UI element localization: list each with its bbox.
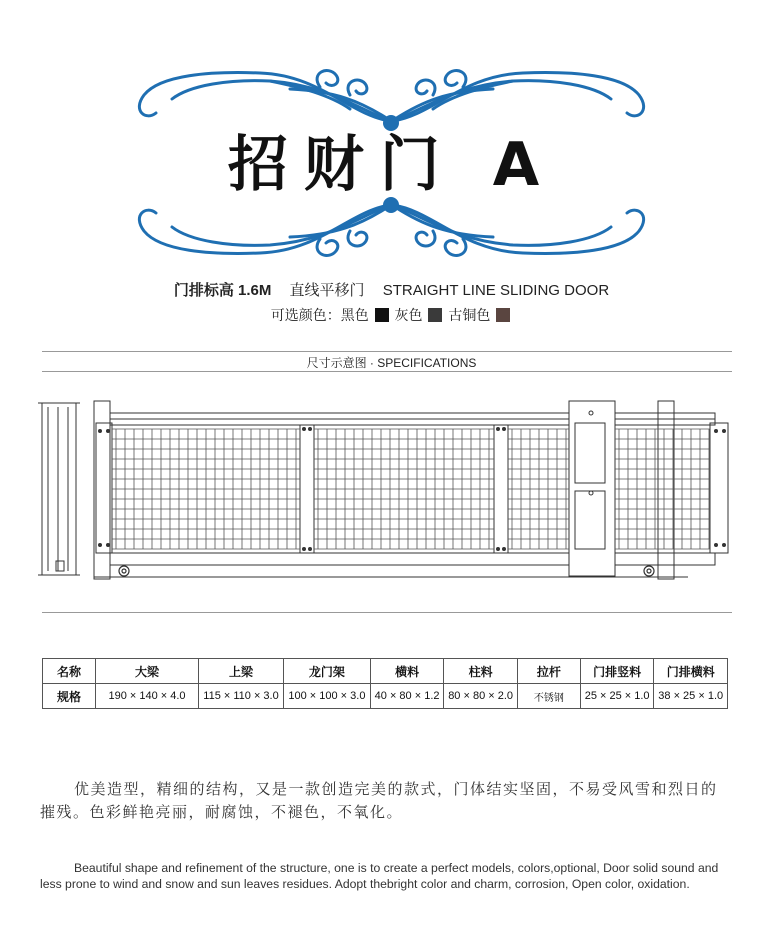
table-row (43, 684, 728, 709)
table-cell: 38 × 25 × 1.0 (654, 684, 728, 709)
gate-type-cn: 直线平移门 (289, 282, 365, 299)
table-cell: 拉杆 (517, 659, 580, 684)
color-name-black: 黑色 (340, 307, 369, 323)
table-cell: 规格 (43, 684, 96, 709)
table-cell: 名称 (43, 659, 96, 684)
table-cell: 40 × 80 × 1.2 (370, 684, 444, 709)
divider (42, 351, 732, 352)
color-swatch-bronze (496, 308, 510, 322)
table-cell: 80 × 80 × 2.0 (444, 684, 518, 709)
color-swatch-black (375, 308, 389, 322)
table-cell: 门排竖料 (580, 659, 654, 684)
specifications-title: 尺寸示意图 · SPECIFICATIONS (306, 356, 477, 370)
divider (42, 612, 732, 613)
product-subtitle (0, 279, 783, 300)
gate-drawing (38, 393, 738, 583)
table-cell: 龙门架 (284, 659, 371, 684)
gate-height-label: 门排标高 1.6M (173, 282, 272, 299)
description-en (40, 860, 735, 892)
gate-type-en: STRAIGHT LINE SLIDING DOOR (382, 282, 610, 299)
description-cn-text: 优美造型，精细的结构，又是一款创造完美的款式，门体结实坚固，不易受风雪和烈日的摧残。色彩鲜艳亮丽，耐腐蚀，不褪色，不氧化。 (40, 781, 718, 821)
table-cell: 上梁 (199, 659, 284, 684)
table-cell: 25 × 25 × 1.0 (580, 684, 654, 709)
specifications-table (42, 658, 728, 709)
page-title: 招财门 A (227, 130, 556, 200)
table-cell: 190 × 140 × 4.0 (96, 684, 199, 709)
table-header-row (43, 659, 728, 684)
table-cell: 门排横料 (654, 659, 728, 684)
color-name-gray: 灰色 (394, 307, 423, 323)
table-cell: 115 × 110 × 3.0 (199, 684, 284, 709)
description-cn (40, 778, 732, 824)
table-cell: 100 × 100 × 3.0 (284, 684, 371, 709)
color-name-bronze: 古铜色 (448, 307, 491, 323)
color-swatch-gray (428, 308, 442, 322)
table-cell: 不锈钢 (517, 684, 580, 709)
table-cell: 大梁 (96, 659, 199, 684)
divider (42, 371, 732, 372)
colors-label: 可选颜色： (270, 307, 341, 323)
table-cell: 柱料 (444, 659, 518, 684)
table-cell: 横料 (370, 659, 444, 684)
color-options (0, 305, 783, 325)
description-en-text: Beautiful shape and refinement of the structure, one is to create a perfect models, colors,optional, Door solid sound and less prone to wind and snow and sun leaves residues. Adopt thebright color and charm, corrosion, Open color, oxidation. (40, 861, 719, 891)
